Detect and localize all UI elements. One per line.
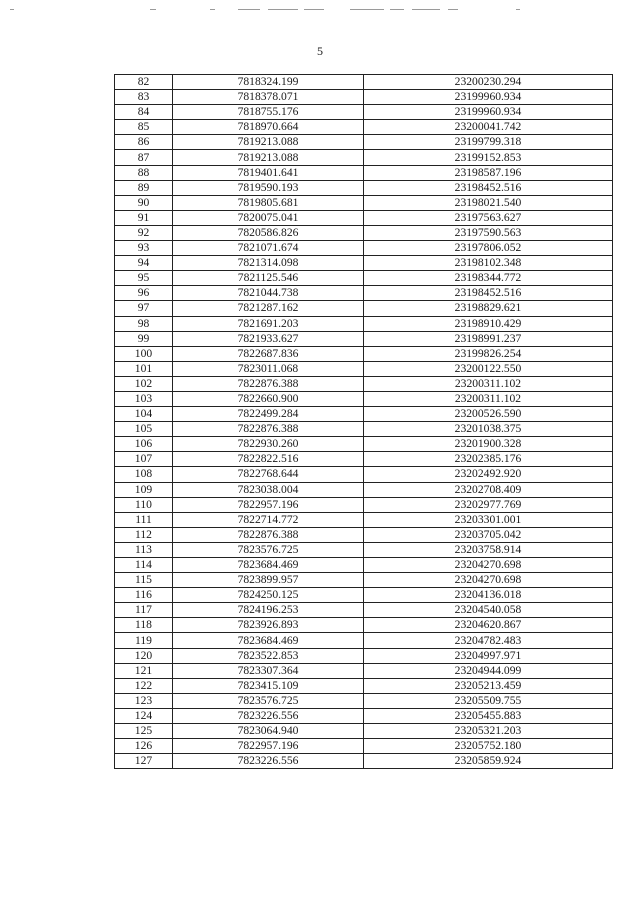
y-coordinate-cell: 23199152.853: [364, 150, 613, 165]
table-row: [115, 648, 613, 663]
y-coordinate-cell: 23204782.483: [364, 633, 613, 648]
point-number-cell: 125: [115, 724, 173, 739]
x-coordinate-cell: 7818970.664: [173, 120, 364, 135]
table-row: [115, 165, 613, 180]
table-row: [115, 724, 613, 739]
x-coordinate-cell: 7823684.469: [173, 558, 364, 573]
table-row: [115, 180, 613, 195]
y-coordinate-cell: 23202708.409: [364, 482, 613, 497]
x-coordinate-cell: 7822876.388: [173, 527, 364, 542]
x-coordinate-cell: 7823684.469: [173, 633, 364, 648]
x-coordinate-cell: 7821071.674: [173, 241, 364, 256]
x-coordinate-cell: 7822957.196: [173, 739, 364, 754]
table-row: [115, 512, 613, 527]
y-coordinate-cell: 23202492.920: [364, 467, 613, 482]
point-number-cell: 126: [115, 739, 173, 754]
y-coordinate-cell: 23198452.516: [364, 286, 613, 301]
x-coordinate-cell: 7823064.940: [173, 724, 364, 739]
point-number-cell: 117: [115, 603, 173, 618]
y-coordinate-cell: 23204944.099: [364, 663, 613, 678]
x-coordinate-cell: 7821125.546: [173, 271, 364, 286]
y-coordinate-cell: 23205859.924: [364, 754, 613, 769]
table-row: [115, 708, 613, 723]
point-number-cell: 84: [115, 105, 173, 120]
y-coordinate-cell: 23197806.052: [364, 241, 613, 256]
point-number-cell: 82: [115, 75, 173, 90]
point-number-cell: 108: [115, 467, 173, 482]
point-number-cell: 119: [115, 633, 173, 648]
x-coordinate-cell: 7823038.004: [173, 482, 364, 497]
table-row: [115, 407, 613, 422]
y-coordinate-cell: 23205752.180: [364, 739, 613, 754]
table-row: [115, 210, 613, 225]
table-row: [115, 150, 613, 165]
x-coordinate-cell: 7820586.826: [173, 225, 364, 240]
coordinate-table: [114, 74, 613, 769]
x-coordinate-cell: 7821933.627: [173, 331, 364, 346]
x-coordinate-cell: 7820075.041: [173, 210, 364, 225]
x-coordinate-cell: 7824196.253: [173, 603, 364, 618]
table-row: [115, 663, 613, 678]
point-number-cell: 109: [115, 482, 173, 497]
x-coordinate-cell: 7823307.364: [173, 663, 364, 678]
y-coordinate-cell: 23201900.328: [364, 437, 613, 452]
point-number-cell: 85: [115, 120, 173, 135]
point-number-cell: 121: [115, 663, 173, 678]
table-row: [115, 391, 613, 406]
y-coordinate-cell: 23204620.867: [364, 618, 613, 633]
point-number-cell: 122: [115, 678, 173, 693]
y-coordinate-cell: 23200041.742: [364, 120, 613, 135]
y-coordinate-cell: 23203301.001: [364, 512, 613, 527]
table-row: [115, 573, 613, 588]
y-coordinate-cell: 23205213.459: [364, 678, 613, 693]
point-number-cell: 88: [115, 165, 173, 180]
y-coordinate-cell: 23203705.042: [364, 527, 613, 542]
point-number-cell: 127: [115, 754, 173, 769]
table-row: [115, 135, 613, 150]
table-row: [115, 633, 613, 648]
x-coordinate-cell: 7823899.957: [173, 573, 364, 588]
x-coordinate-cell: 7819213.088: [173, 150, 364, 165]
table-row: [115, 105, 613, 120]
y-coordinate-cell: 23200122.550: [364, 361, 613, 376]
y-coordinate-cell: 23198344.772: [364, 271, 613, 286]
point-number-cell: 115: [115, 573, 173, 588]
scan-artifact-line: [10, 9, 610, 12]
table-row: [115, 195, 613, 210]
y-coordinate-cell: 23205321.203: [364, 724, 613, 739]
table-row: [115, 271, 613, 286]
x-coordinate-cell: 7823522.853: [173, 648, 364, 663]
table-row: [115, 301, 613, 316]
table-row: [115, 376, 613, 391]
y-coordinate-cell: 23205455.883: [364, 708, 613, 723]
table-row: [115, 754, 613, 769]
table-row: [115, 422, 613, 437]
y-coordinate-cell: 23200526.590: [364, 407, 613, 422]
x-coordinate-cell: 7823226.556: [173, 754, 364, 769]
point-number-cell: 104: [115, 407, 173, 422]
point-number-cell: 124: [115, 708, 173, 723]
y-coordinate-cell: 23199960.934: [364, 90, 613, 105]
point-number-cell: 123: [115, 693, 173, 708]
table-row: [115, 120, 613, 135]
y-coordinate-cell: 23200311.102: [364, 376, 613, 391]
point-number-cell: 101: [115, 361, 173, 376]
y-coordinate-cell: 23198910.429: [364, 316, 613, 331]
table-row: [115, 603, 613, 618]
y-coordinate-cell: 23198452.516: [364, 180, 613, 195]
table-row: [115, 527, 613, 542]
x-coordinate-cell: 7822930.260: [173, 437, 364, 452]
point-number-cell: 83: [115, 90, 173, 105]
table-row: [115, 467, 613, 482]
table-row: [115, 678, 613, 693]
table-row: [115, 286, 613, 301]
x-coordinate-cell: 7818324.199: [173, 75, 364, 90]
y-coordinate-cell: 23201038.375: [364, 422, 613, 437]
x-coordinate-cell: 7822660.900: [173, 391, 364, 406]
table-row: [115, 316, 613, 331]
x-coordinate-cell: 7819805.681: [173, 195, 364, 210]
point-number-cell: 106: [115, 437, 173, 452]
y-coordinate-cell: 23198991.237: [364, 331, 613, 346]
y-coordinate-cell: 23199960.934: [364, 105, 613, 120]
x-coordinate-cell: 7818755.176: [173, 105, 364, 120]
x-coordinate-cell: 7821691.203: [173, 316, 364, 331]
point-number-cell: 110: [115, 497, 173, 512]
page-number: 5: [317, 44, 323, 58]
table-row: [115, 558, 613, 573]
point-number-cell: 97: [115, 301, 173, 316]
x-coordinate-cell: 7823011.068: [173, 361, 364, 376]
y-coordinate-cell: 23203758.914: [364, 542, 613, 557]
x-coordinate-cell: 7822876.388: [173, 376, 364, 391]
point-number-cell: 94: [115, 256, 173, 271]
table-row: [115, 256, 613, 271]
table-row: [115, 497, 613, 512]
x-coordinate-cell: 7822499.284: [173, 407, 364, 422]
table-row: [115, 542, 613, 557]
point-number-cell: 105: [115, 422, 173, 437]
y-coordinate-cell: 23200311.102: [364, 391, 613, 406]
y-coordinate-cell: 23202385.176: [364, 452, 613, 467]
point-number-cell: 113: [115, 542, 173, 557]
y-coordinate-cell: 23200230.294: [364, 75, 613, 90]
point-number-cell: 92: [115, 225, 173, 240]
table-row: [115, 739, 613, 754]
x-coordinate-cell: 7818378.071: [173, 90, 364, 105]
y-coordinate-cell: 23197590.563: [364, 225, 613, 240]
x-coordinate-cell: 7823926.893: [173, 618, 364, 633]
y-coordinate-cell: 23198587.196: [364, 165, 613, 180]
point-number-cell: 90: [115, 195, 173, 210]
y-coordinate-cell: 23204997.971: [364, 648, 613, 663]
table-row: [115, 452, 613, 467]
y-coordinate-cell: 23199826.254: [364, 346, 613, 361]
table-row: [115, 618, 613, 633]
x-coordinate-cell: 7822687.836: [173, 346, 364, 361]
table-row: [115, 331, 613, 346]
y-coordinate-cell: 23198021.540: [364, 195, 613, 210]
point-number-cell: 95: [115, 271, 173, 286]
point-number-cell: 99: [115, 331, 173, 346]
y-coordinate-cell: 23197563.627: [364, 210, 613, 225]
x-coordinate-cell: 7819590.193: [173, 180, 364, 195]
y-coordinate-cell: 23204270.698: [364, 558, 613, 573]
y-coordinate-cell: 23199799.318: [364, 135, 613, 150]
x-coordinate-cell: 7822957.196: [173, 497, 364, 512]
point-number-cell: 114: [115, 558, 173, 573]
point-number-cell: 96: [115, 286, 173, 301]
point-number-cell: 100: [115, 346, 173, 361]
table-row: [115, 437, 613, 452]
table-row: [115, 90, 613, 105]
point-number-cell: 86: [115, 135, 173, 150]
x-coordinate-cell: 7823576.725: [173, 693, 364, 708]
y-coordinate-cell: 23204136.018: [364, 588, 613, 603]
table-row: [115, 346, 613, 361]
point-number-cell: 103: [115, 391, 173, 406]
point-number-cell: 98: [115, 316, 173, 331]
x-coordinate-cell: 7822714.772: [173, 512, 364, 527]
x-coordinate-cell: 7822822.516: [173, 452, 364, 467]
table-row: [115, 693, 613, 708]
y-coordinate-cell: 23198102.348: [364, 256, 613, 271]
table-row: [115, 241, 613, 256]
point-number-cell: 93: [115, 241, 173, 256]
point-number-cell: 89: [115, 180, 173, 195]
x-coordinate-cell: 7823415.109: [173, 678, 364, 693]
x-coordinate-cell: 7823226.556: [173, 708, 364, 723]
x-coordinate-cell: 7821044.738: [173, 286, 364, 301]
y-coordinate-cell: 23204540.058: [364, 603, 613, 618]
x-coordinate-cell: 7823576.725: [173, 542, 364, 557]
point-number-cell: 116: [115, 588, 173, 603]
x-coordinate-cell: 7819401.641: [173, 165, 364, 180]
x-coordinate-cell: 7822876.388: [173, 422, 364, 437]
point-number-cell: 102: [115, 376, 173, 391]
y-coordinate-cell: 23205509.755: [364, 693, 613, 708]
coordinate-table-body: [115, 75, 613, 769]
table-row: [115, 361, 613, 376]
x-coordinate-cell: 7824250.125: [173, 588, 364, 603]
x-coordinate-cell: 7822768.644: [173, 467, 364, 482]
x-coordinate-cell: 7821314.098: [173, 256, 364, 271]
point-number-cell: 112: [115, 527, 173, 542]
table-row: [115, 482, 613, 497]
point-number-cell: 111: [115, 512, 173, 527]
point-number-cell: 91: [115, 210, 173, 225]
point-number-cell: 87: [115, 150, 173, 165]
x-coordinate-cell: 7821287.162: [173, 301, 364, 316]
y-coordinate-cell: 23198829.621: [364, 301, 613, 316]
y-coordinate-cell: 23204270.698: [364, 573, 613, 588]
table-row: [115, 75, 613, 90]
x-coordinate-cell: 7819213.088: [173, 135, 364, 150]
point-number-cell: 118: [115, 618, 173, 633]
table-row: [115, 225, 613, 240]
table-row: [115, 588, 613, 603]
point-number-cell: 107: [115, 452, 173, 467]
y-coordinate-cell: 23202977.769: [364, 497, 613, 512]
point-number-cell: 120: [115, 648, 173, 663]
